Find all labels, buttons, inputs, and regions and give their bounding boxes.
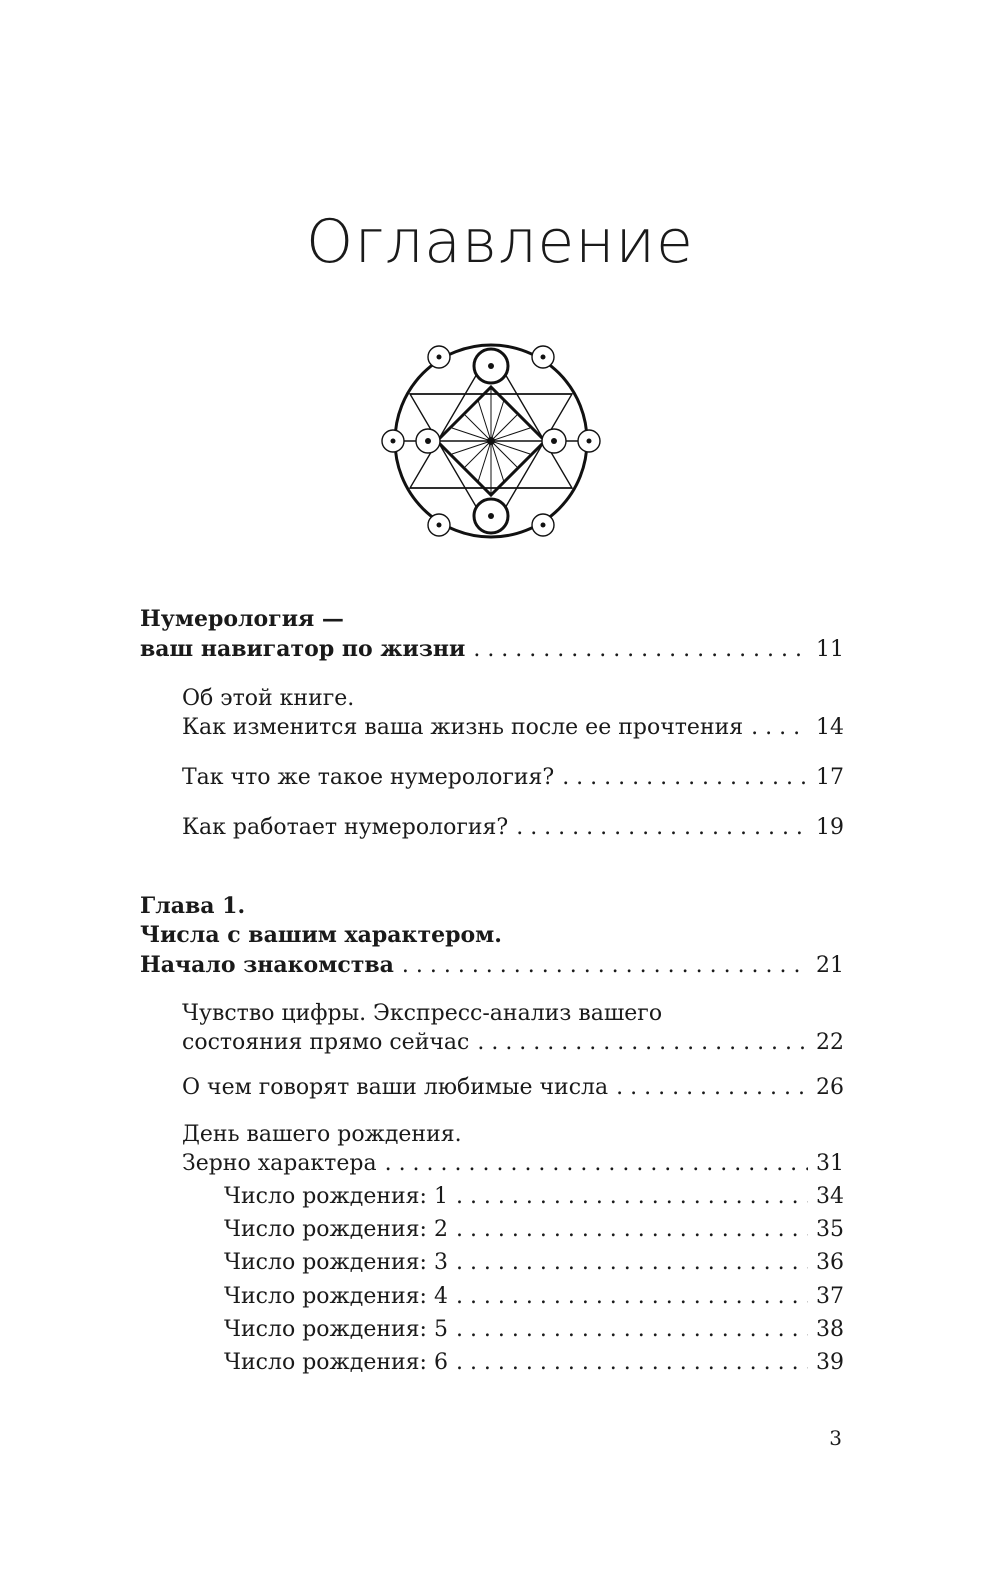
toc-entry-favorite-numbers[interactable] — [182, 1073, 844, 1103]
dot-leader — [751, 713, 808, 743]
page-number: 3 — [829, 1426, 842, 1450]
dot-leader — [456, 1215, 808, 1245]
toc-chapter-title: Числа с вашим характером. — [140, 922, 502, 948]
toc-entry-label: состояния прямо сейчас — [182, 1030, 470, 1055]
toc-page-number: 22 — [816, 1030, 844, 1055]
dot-leader — [473, 635, 808, 665]
toc-chapter-title: Глава 1. — [140, 893, 246, 919]
toc-entry-label: Как работает нумерология? — [182, 815, 509, 840]
toc-section-title: Нумерология — — [140, 606, 344, 632]
dot-leader — [402, 951, 808, 981]
toc-entry-label: Число рождения: 5 — [224, 1317, 448, 1342]
dot-leader — [385, 1149, 808, 1179]
toc-entry-label: Число рождения: 1 — [224, 1184, 448, 1209]
toc-entry-label: О чем говорят ваши любимые числа — [182, 1075, 609, 1100]
dot-leader — [456, 1348, 808, 1378]
toc-entry-how-numerology-works[interactable] — [182, 813, 844, 843]
dot-leader — [616, 1073, 808, 1103]
toc-entry-label: Чувство цифры. Экспресс-анализ вашего — [182, 1001, 663, 1026]
toc-subentry-birth-number-5[interactable] — [224, 1315, 844, 1345]
toc-entry-label: Так что же такое нумерология? — [182, 765, 555, 790]
toc-page-number: 37 — [816, 1284, 844, 1309]
toc-page-number: 17 — [816, 765, 844, 790]
toc-page-number: 36 — [816, 1250, 844, 1275]
dot-leader — [456, 1182, 808, 1212]
toc-entry-sense-of-number[interactable] — [182, 1028, 844, 1058]
toc-page-number: 39 — [816, 1350, 844, 1375]
toc-page-number: 19 — [816, 815, 844, 840]
toc-subentry-birth-number-6[interactable] — [224, 1348, 844, 1378]
toc-entry-label: Зерно характера — [182, 1151, 377, 1176]
toc-page-number: 38 — [816, 1317, 844, 1342]
toc-page-number: 11 — [816, 637, 844, 662]
toc-entry-intro[interactable] — [140, 634, 844, 665]
dot-leader — [562, 763, 808, 793]
toc-subentry-birth-number-4[interactable] — [224, 1282, 844, 1312]
toc-entry-label: День вашего рождения. — [182, 1122, 462, 1147]
toc-entry-label: ваш навигатор по жизни — [140, 636, 466, 662]
toc-entry-label: Число рождения: 6 — [224, 1350, 448, 1375]
toc-page-number: 14 — [816, 715, 844, 740]
toc-page-number: 35 — [816, 1217, 844, 1242]
toc-subentry-birth-number-3[interactable] — [224, 1248, 844, 1278]
toc-page-number: 31 — [816, 1151, 844, 1176]
toc-page-number: 26 — [816, 1075, 844, 1100]
sacred-geometry-emblem — [380, 340, 602, 542]
toc-entry-label: Начало знакомства — [140, 952, 394, 978]
toc-entry-what-is-numerology[interactable] — [182, 763, 844, 793]
toc-subentry-birth-number-1[interactable] — [224, 1182, 844, 1212]
dot-leader — [456, 1248, 808, 1278]
toc-entry-label: Число рождения: 3 — [224, 1250, 448, 1275]
dot-leader — [477, 1028, 808, 1058]
toc-entry-about-book[interactable] — [182, 713, 844, 743]
toc-entry-birthday[interactable] — [182, 1149, 844, 1179]
toc-page-number: 34 — [816, 1184, 844, 1209]
toc-page-number: 21 — [816, 953, 844, 978]
toc-entry-label: Число рождения: 2 — [224, 1217, 448, 1242]
page-title: Оглавление — [306, 207, 694, 277]
dot-leader — [456, 1282, 808, 1312]
dot-leader — [456, 1315, 808, 1345]
toc-entry-chapter-1[interactable] — [140, 950, 844, 981]
dot-leader — [516, 813, 808, 843]
toc-entry-label: Число рождения: 4 — [224, 1284, 448, 1309]
toc-entry-label: Как изменится ваша жизнь после ее прочтения — [182, 715, 744, 740]
toc-subentry-birth-number-2[interactable] — [224, 1215, 844, 1245]
toc-entry-label: Об этой книге. — [182, 686, 355, 711]
